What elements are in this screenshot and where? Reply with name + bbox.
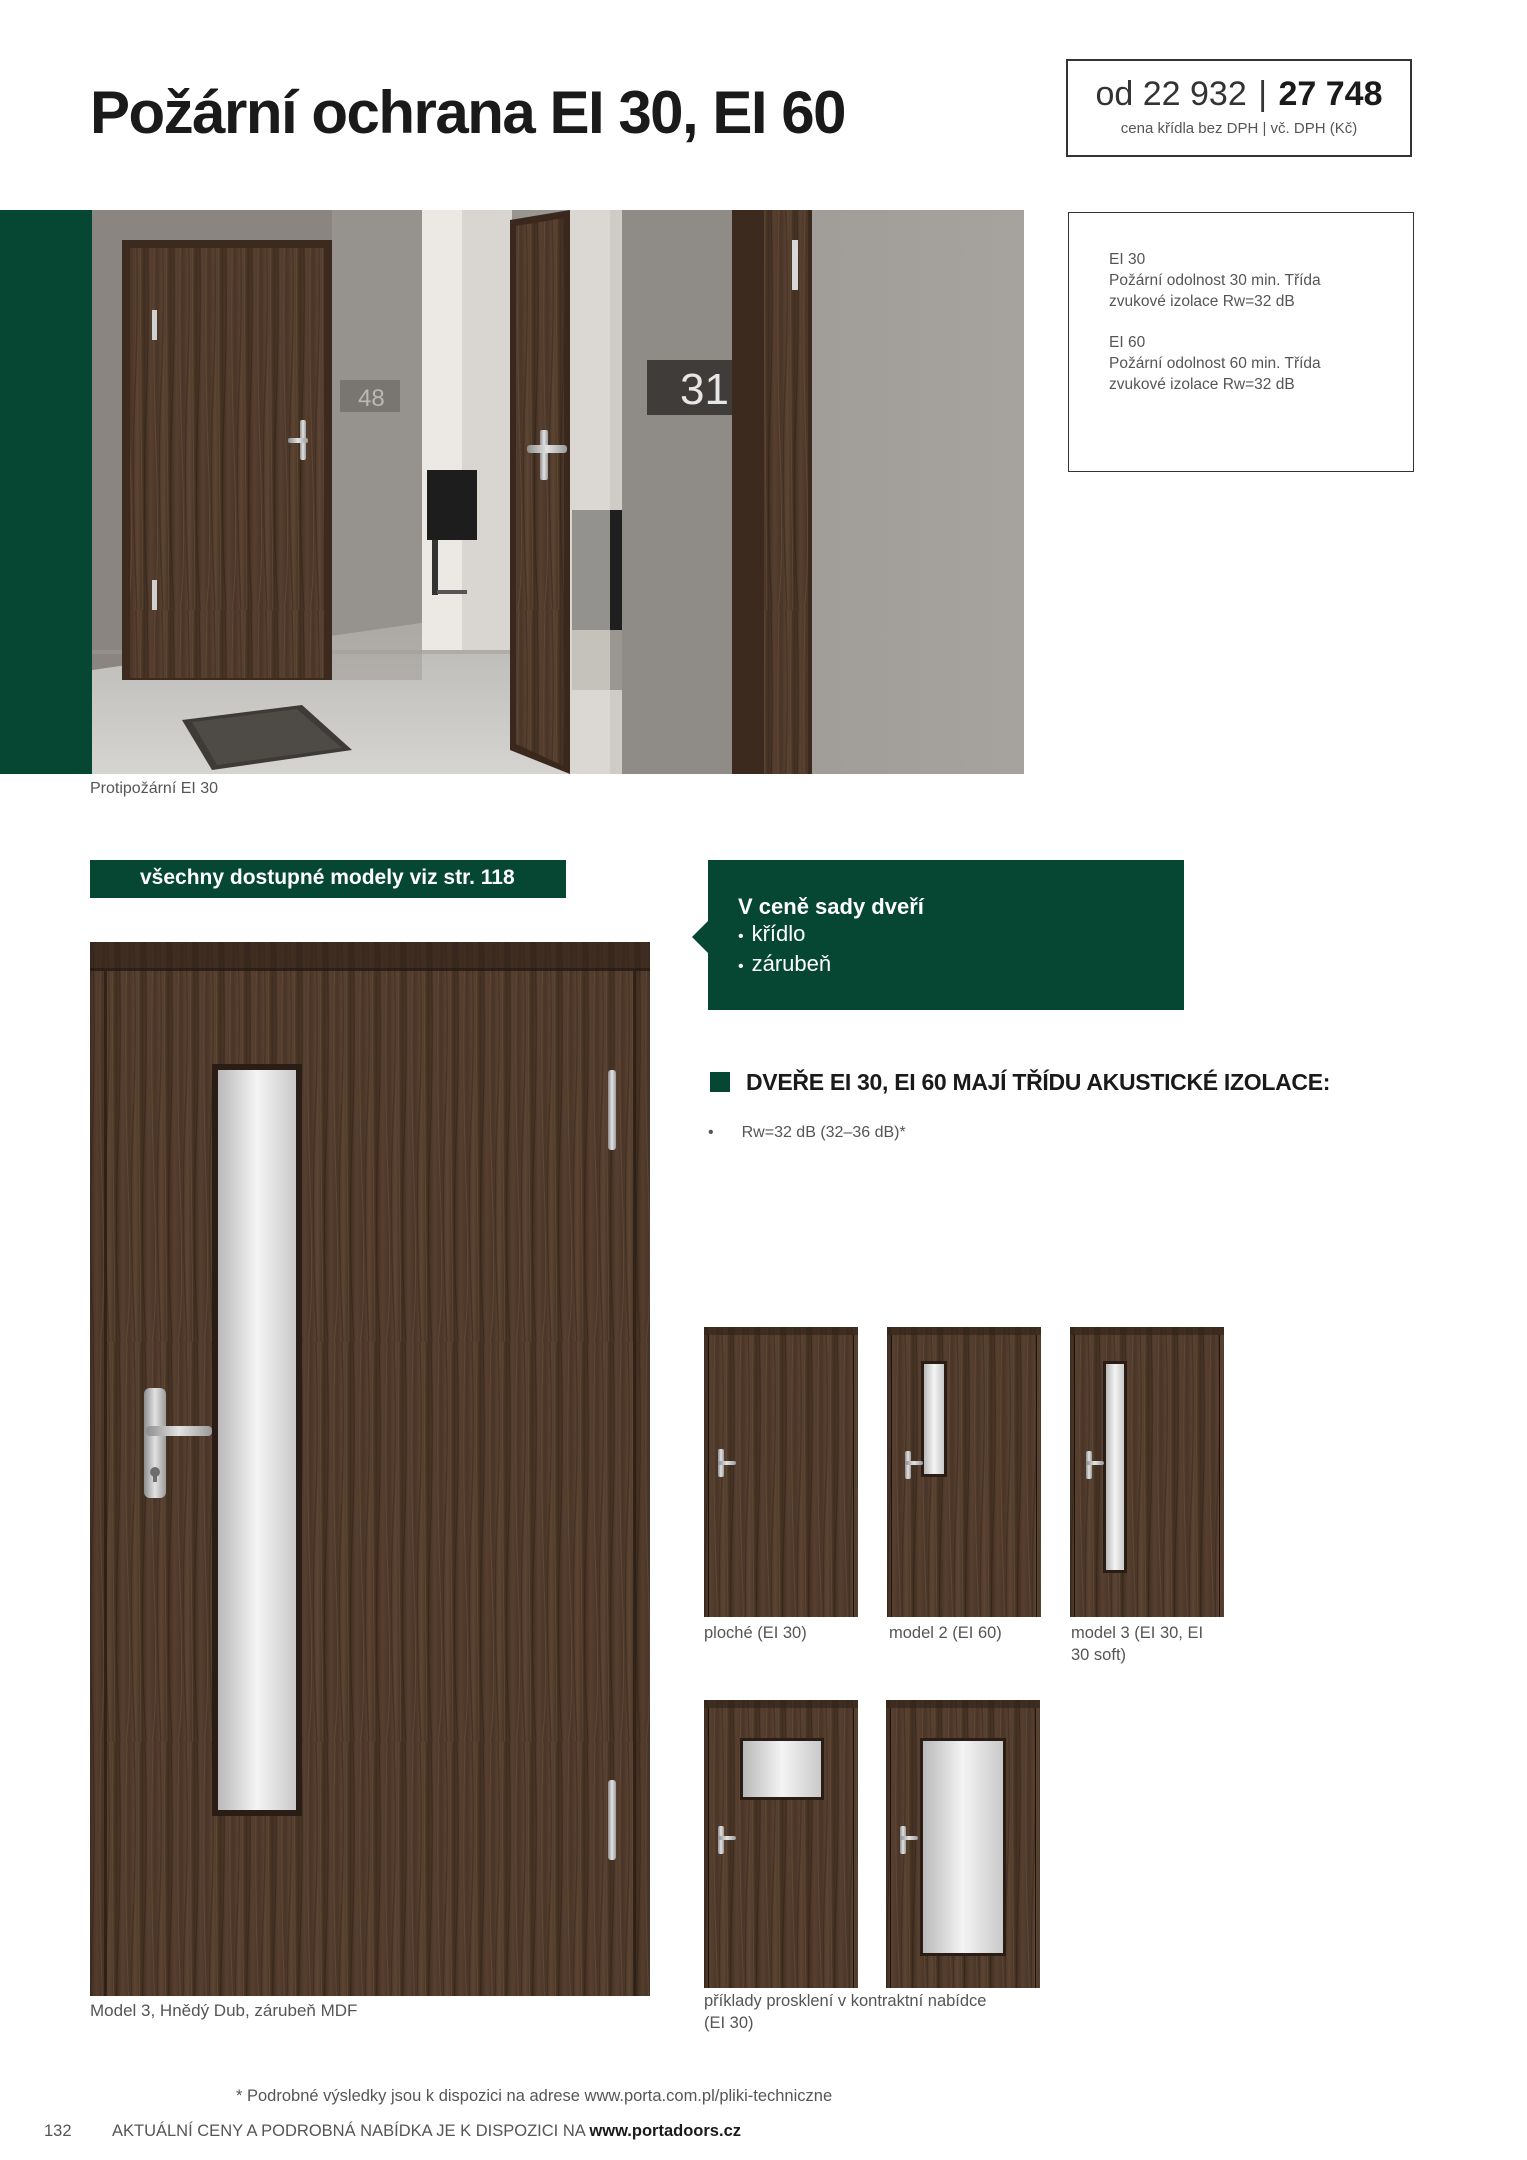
item-label: křídlo <box>751 921 806 946</box>
bullet: • <box>708 1124 714 1141</box>
callout-notch <box>692 921 708 953</box>
caption-line: ploché (EI 30) <box>704 1624 807 1642</box>
price-includes-item <box>738 920 1184 950</box>
brand-green-bar <box>0 210 92 774</box>
price-with-vat: 27 748 <box>1278 75 1383 113</box>
footnote: * Podrobné výsledky jsou k dispozici na adrese www.porta.com.pl/pliki-techniczne <box>236 2087 833 2105</box>
footer-url-link[interactable]: www.portadoors.cz <box>589 2122 741 2140</box>
info-block-ei60 <box>1109 332 1393 395</box>
info-block-ei30 <box>1109 249 1393 312</box>
info-title: EI 30 <box>1109 251 1146 268</box>
section-marker-square <box>710 1072 730 1092</box>
thumb-caption-contract-glazing <box>704 1990 986 2034</box>
info-line: zvukové izolace Rw=32 dB <box>1109 293 1295 310</box>
caption-line: model 3 (EI 30, EI <box>1071 1624 1204 1642</box>
footer-label: AKTUÁLNÍ CENY A PODROBNÁ NABÍDKA JE K DISPOZICI NA <box>112 2122 590 2140</box>
caption-line: (EI 30) <box>704 2014 754 2032</box>
door-model-3-image <box>90 942 650 1996</box>
door-thumb-square-glass <box>704 1700 858 1988</box>
acoustic-heading: DVEŘE EI 30, EI 60 MAJÍ TŘÍDU AKUSTICKÉ IZOLACE: <box>746 1069 1331 1095</box>
thumb-caption-flat <box>704 1622 807 1644</box>
door-thumb-flat <box>704 1327 858 1617</box>
all-models-link[interactable]: všechny dostupné modely viz str. 118 <box>90 860 566 898</box>
price-box <box>1066 59 1412 157</box>
fire-rating-info-box <box>1068 212 1414 472</box>
price-separator: | <box>1258 75 1268 113</box>
thumb-caption-model-2 <box>889 1622 1002 1644</box>
bullet: • <box>738 928 744 945</box>
acoustic-value-text: Rw=32 dB (32–36 dB)* <box>741 1124 906 1141</box>
acoustic-value <box>708 1124 906 1142</box>
caption-line: 30 soft) <box>1071 1646 1127 1664</box>
page-number: 132 <box>44 2122 72 2140</box>
caption-line: příklady prosklení v kontraktní nabídce <box>704 1992 987 2010</box>
item-label: zárubeň <box>751 951 832 976</box>
door-thumb-model-2 <box>887 1327 1041 1617</box>
thumb-caption-model-3 <box>1071 1622 1203 1666</box>
photo-caption: Protipožární EI 30 <box>90 780 219 797</box>
big-door-caption: Model 3, Hnědý Dub, zárubeň MDF <box>90 2001 358 2020</box>
price-includes-item <box>738 950 1184 980</box>
price-line <box>1068 75 1410 114</box>
page-title: Požární ochrana EI 30, EI 60 <box>90 79 845 146</box>
door-thumb-model-3 <box>1070 1327 1224 1617</box>
info-line: zvukové izolace Rw=32 dB <box>1109 376 1295 393</box>
room-number-31: 31 <box>680 365 729 414</box>
footer-text <box>112 2122 741 2141</box>
info-line: Požární odolnost 30 min. Třída <box>1109 272 1321 289</box>
price-includes-callout <box>708 860 1184 1010</box>
price-includes-title: V ceně sady dveří <box>738 894 924 919</box>
info-title: EI 60 <box>1109 334 1146 351</box>
interior-photo <box>92 210 1024 774</box>
bullet: • <box>738 958 744 975</box>
info-line: Požární odolnost 60 min. Třída <box>1109 355 1321 372</box>
price-without-vat: od 22 932 <box>1095 75 1247 113</box>
price-note: cena křídla bez DPH | vč. DPH (Kč) <box>1120 120 1358 137</box>
door-thumb-large-glass <box>886 1700 1040 1988</box>
caption-line: model 2 (EI 60) <box>889 1624 1002 1642</box>
